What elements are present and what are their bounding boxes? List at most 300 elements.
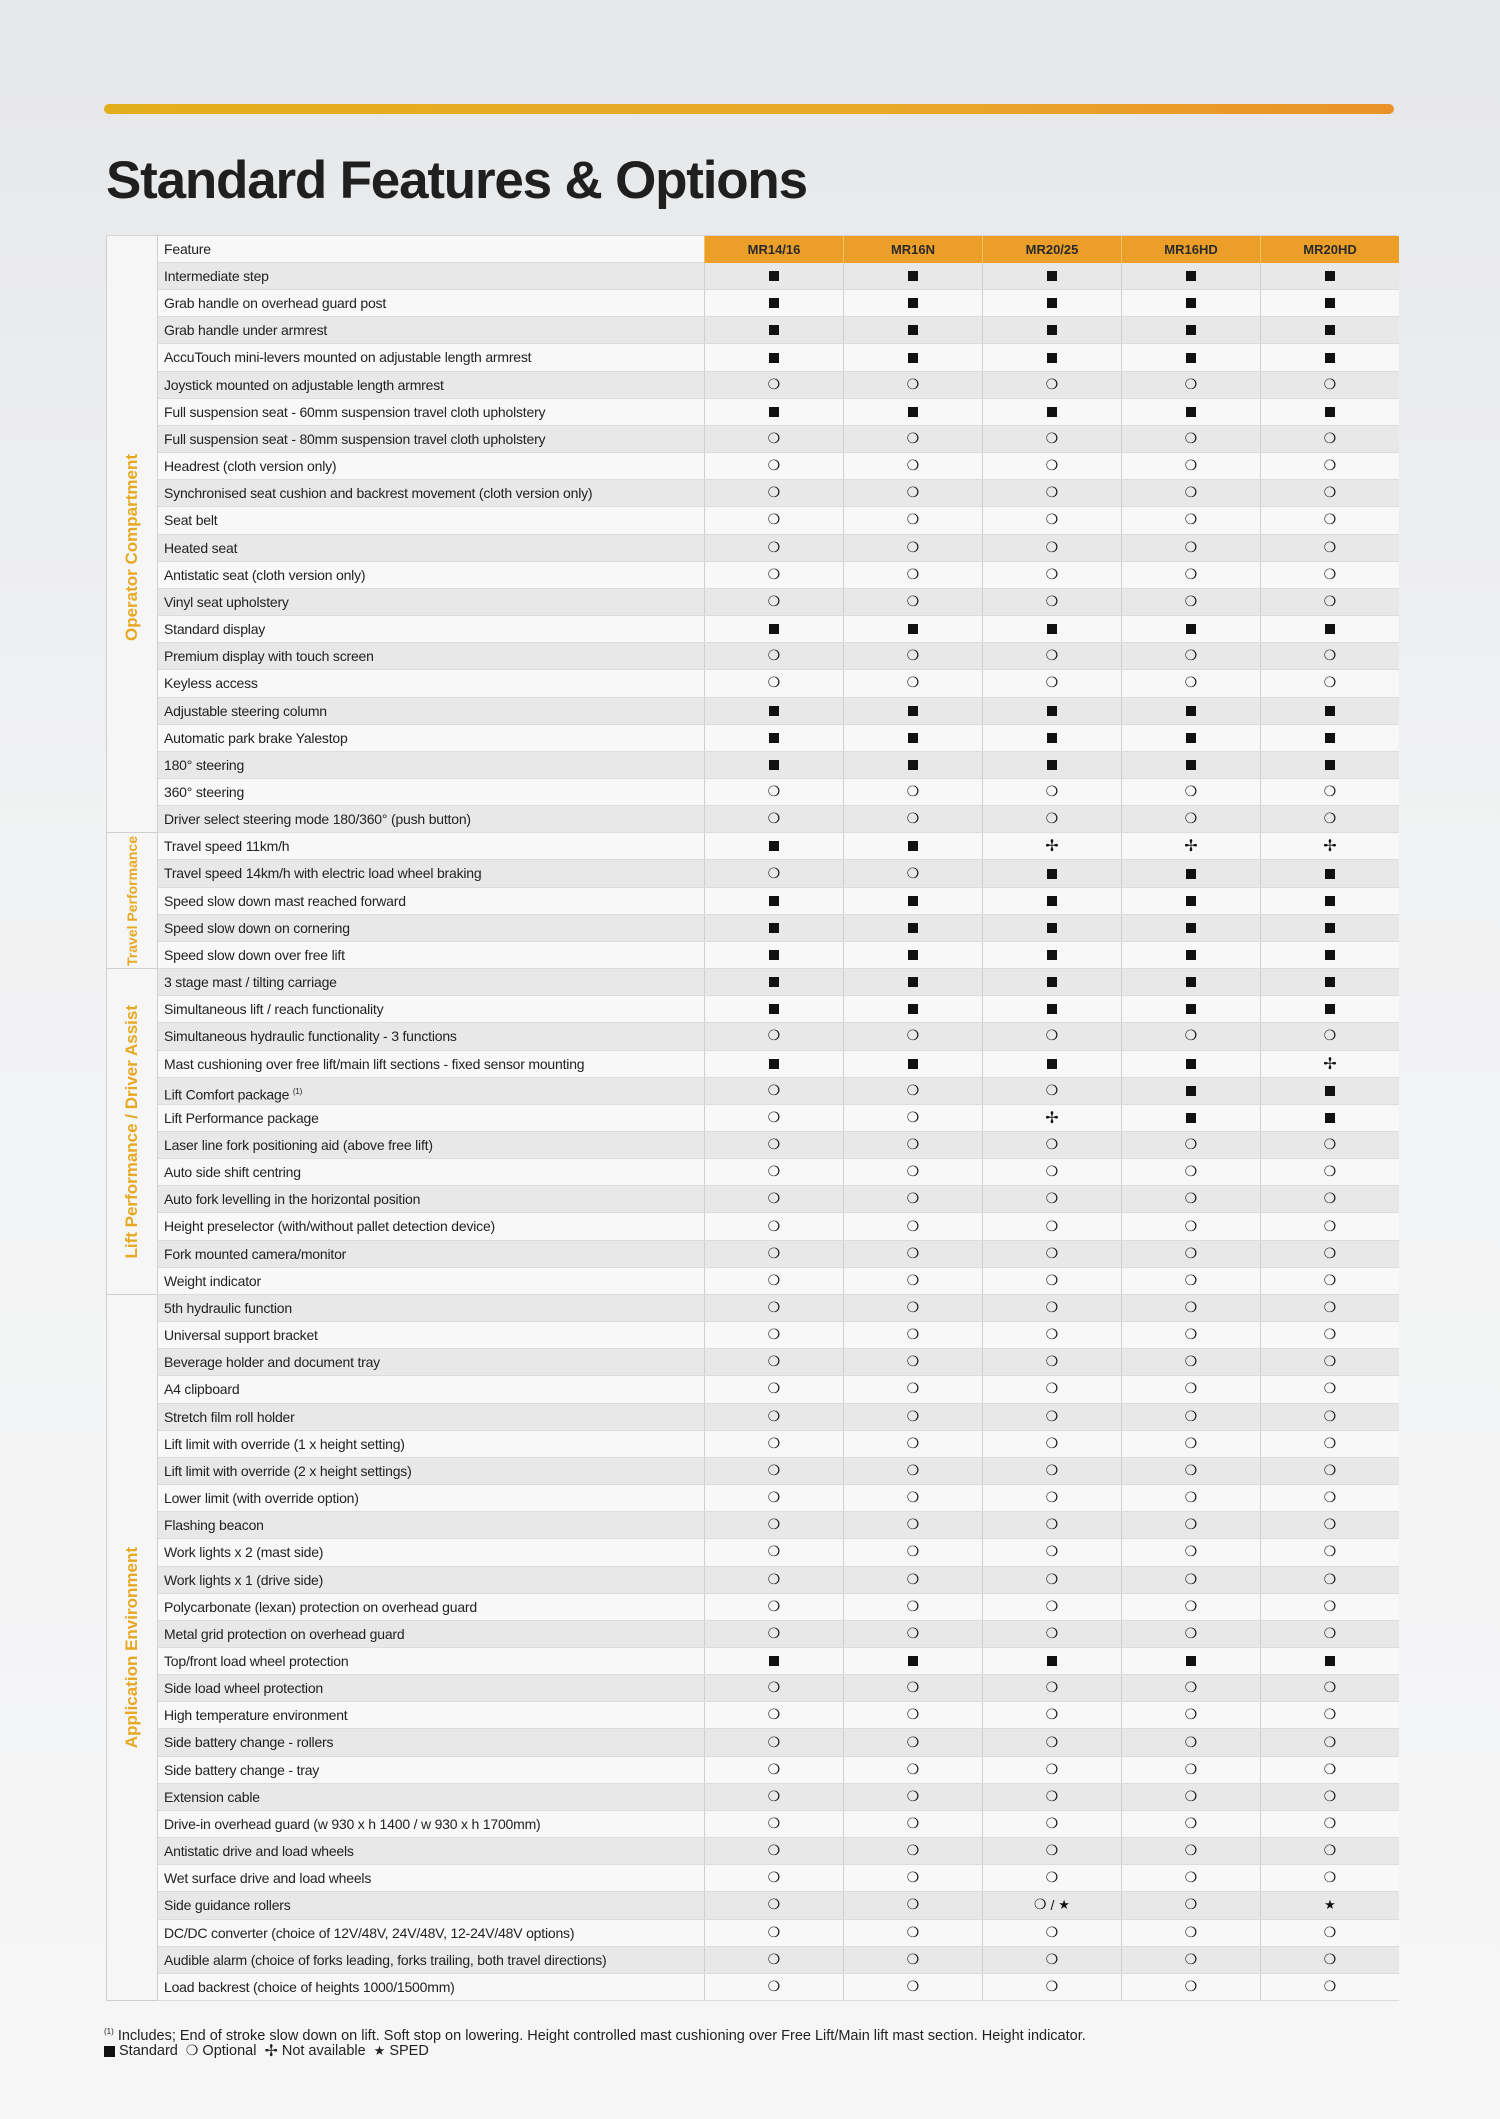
feature-name: Intermediate step (164, 268, 269, 284)
optional-circle-icon: ❍ (906, 1218, 920, 1235)
availability-cell (1260, 1078, 1399, 1104)
availability-cell (1121, 344, 1260, 370)
standard-square-icon (908, 1004, 918, 1014)
availability-cell (843, 1729, 982, 1755)
availability-cell (843, 806, 982, 832)
optional-circle-icon: ❍ (906, 593, 920, 610)
table-row (158, 616, 1399, 643)
standard-square-icon (1186, 1086, 1196, 1096)
optional-circle-icon: ❍ (1323, 784, 1337, 801)
feature-name: Full suspension seat - 80mm suspension travel cloth upholstery (164, 430, 546, 447)
availability-cell (982, 725, 1121, 751)
standard-square-icon (1047, 1004, 1057, 1014)
availability-cell (704, 1105, 843, 1131)
availability-cell (704, 1376, 843, 1402)
standard-square-icon (908, 298, 918, 308)
availability-cell (982, 1811, 1121, 1837)
optional-circle-icon: ❍ (1323, 1978, 1337, 1995)
table-row (158, 1675, 1399, 1702)
standard-square-icon (1325, 896, 1335, 906)
optional-circle-icon: ❍ (1045, 1788, 1059, 1805)
availability-cell (704, 1567, 843, 1593)
optional-circle-icon: ❍ (1184, 1625, 1198, 1642)
availability-cell (843, 1458, 982, 1484)
not-available-cross-icon: ✢ (1045, 1107, 1059, 1127)
availability-cell (982, 1757, 1121, 1783)
standard-square-icon (1186, 325, 1196, 335)
feature-name: Speed slow down over free lift (164, 946, 345, 963)
feature-name: Travel speed 11km/h (164, 838, 290, 855)
availability-cell (1260, 535, 1399, 561)
availability-cell (982, 1431, 1121, 1457)
availability-cell (1260, 1376, 1399, 1402)
availability-cell (1260, 372, 1399, 398)
optional-circle-icon: ❍ (767, 539, 781, 556)
availability-cell (1121, 1431, 1260, 1457)
optional-circle-icon: ❍ (1184, 1191, 1198, 1208)
table-row (158, 1947, 1399, 1974)
standard-square-icon (769, 407, 779, 417)
optional-circle-icon: ❍ (1323, 648, 1337, 665)
optional-circle-icon: ❍ (906, 1164, 920, 1181)
table-row (158, 1322, 1399, 1349)
optional-circle-icon: ❍ (767, 1788, 781, 1805)
optional-circle-icon: ❍ (1184, 1897, 1198, 1914)
availability-cell (704, 1675, 843, 1701)
standard-square-icon (1047, 923, 1057, 933)
availability-cell (982, 1159, 1121, 1185)
optional-circle-icon: ❍ (906, 1354, 920, 1371)
standard-square-icon (1325, 733, 1335, 743)
optional-circle-icon: ❍ (1184, 1680, 1198, 1697)
availability-cell (843, 1702, 982, 1728)
availability-cell (704, 1729, 843, 1755)
optional-circle-icon: ❍ (767, 485, 781, 502)
availability-cell (982, 1458, 1121, 1484)
availability-cell (1260, 643, 1399, 669)
standard-square-icon (1325, 353, 1335, 363)
availability-cell (704, 344, 843, 370)
optional-circle-icon: ❍ (1045, 1490, 1059, 1507)
standard-square-icon (1047, 271, 1057, 281)
optional-circle-icon: ❍ (1323, 593, 1337, 610)
optional-circle-icon: ❍ (1184, 1815, 1198, 1832)
availability-cell (843, 1838, 982, 1864)
standard-square-icon (769, 298, 779, 308)
optional-circle-icon: ❍ (1045, 1978, 1059, 1995)
availability-cell (1260, 833, 1399, 859)
feature-name: Full suspension seat - 60mm suspension travel cloth upholstery (164, 403, 546, 420)
accent-bar (104, 104, 1394, 114)
availability-cell (843, 1539, 982, 1565)
availability-cell (843, 670, 982, 696)
optional-circle-icon: ❍ (767, 593, 781, 610)
availability-cell (843, 915, 982, 941)
optional-circle-icon: ❍ (906, 1517, 920, 1534)
availability-cell (843, 1974, 982, 2000)
standard-square-icon (1325, 325, 1335, 335)
availability-cell (1260, 1757, 1399, 1783)
feature-name: Beverage holder and document tray (164, 1354, 380, 1371)
standard-square-icon (769, 325, 779, 335)
feature-name: Wet surface drive and load wheels (164, 1870, 372, 1887)
availability-cell (1260, 996, 1399, 1022)
availability-cell (704, 535, 843, 561)
optional-circle-icon: ❍ (1184, 1924, 1198, 1941)
standard-square-icon (1325, 869, 1335, 879)
availability-cell (1260, 1186, 1399, 1212)
optional-circle-icon: ❍ (1323, 1571, 1337, 1588)
availability-cell (843, 1811, 982, 1837)
availability-cell (843, 942, 982, 968)
feature-name: Heated seat (164, 539, 238, 556)
optional-circle-icon: ❍ (1323, 675, 1337, 692)
optional-circle-icon: ❍ (767, 1951, 781, 1968)
availability-cell (1121, 1078, 1260, 1104)
optional-circle-icon: ❍ (767, 1381, 781, 1398)
availability-cell (704, 1947, 843, 1973)
availability-cell (704, 426, 843, 452)
optional-circle-icon: ❍ (1323, 1517, 1337, 1534)
standard-square-icon (1186, 760, 1196, 770)
table-row (158, 806, 1399, 833)
availability-cell (704, 833, 843, 859)
table-row (158, 589, 1399, 616)
availability-cell (1121, 942, 1260, 968)
optional-circle-icon: ❍ (1045, 784, 1059, 801)
standard-square-icon (1186, 950, 1196, 960)
group-label: Application Environment (122, 1546, 141, 1749)
feature-name: Polycarbonate (lexan) protection on overhead guard (164, 1598, 477, 1615)
standard-square-icon (1325, 706, 1335, 716)
standard-square-icon (1047, 706, 1057, 716)
availability-cell (704, 1784, 843, 1810)
standard-square-icon (1325, 271, 1335, 281)
table-row (158, 1213, 1399, 1240)
optional-circle-icon: ❍ (1045, 1870, 1059, 1887)
availability-cell (1260, 860, 1399, 886)
optional-circle-icon: ❍ (1034, 1897, 1047, 1914)
availability-cell (1121, 1159, 1260, 1185)
optional-circle-icon: ❍ (1045, 1462, 1059, 1479)
availability-cell (704, 1241, 843, 1267)
optional-circle-icon: ❍ (906, 1897, 920, 1914)
table-row (158, 915, 1399, 942)
model-header-mr16hd: MR16HD (1121, 236, 1260, 263)
optional-circle-icon: ❍ (1184, 1571, 1198, 1588)
availability-cell (843, 1431, 982, 1457)
standard-square-icon (1186, 733, 1196, 743)
optional-circle-icon: ❍ (906, 1924, 920, 1941)
standard-square-icon (1047, 896, 1057, 906)
optional-circle-icon: ❍ (767, 376, 781, 393)
feature-name: 180° steering (164, 756, 245, 773)
standard-square-icon (908, 896, 918, 906)
standard-square-icon (769, 1004, 779, 1014)
optional-circle-icon: ❍ (1184, 1327, 1198, 1344)
feature-name: Auto side shift centring (164, 1164, 301, 1181)
availability-cell (1121, 263, 1260, 289)
availability-cell (843, 1132, 982, 1158)
optional-circle-icon: ❍ (767, 1245, 781, 1262)
table-row (158, 1458, 1399, 1485)
availability-cell (982, 1920, 1121, 1946)
feature-name: Mast cushioning over free lift/main lift sections - fixed sensor mounting (164, 1055, 585, 1072)
table-row (158, 725, 1399, 752)
optional-circle-icon: ❍ (1184, 1788, 1198, 1805)
availability-cell (1121, 725, 1260, 751)
availability-cell (1260, 1295, 1399, 1321)
availability-cell (843, 453, 982, 479)
standard-square-icon (908, 407, 918, 417)
availability-cell (1121, 1376, 1260, 1402)
table-row (158, 1621, 1399, 1648)
optional-circle-icon: ❍ (1323, 1218, 1337, 1235)
availability-cell (843, 1594, 982, 1620)
optional-circle-icon: ❍ (767, 1218, 781, 1235)
availability-cell (1121, 1567, 1260, 1593)
availability-cell (982, 1702, 1121, 1728)
optional-circle-icon: ❍ (1045, 458, 1059, 475)
availability-cell (1260, 1811, 1399, 1837)
availability-cell (982, 1132, 1121, 1158)
standard-square-icon (1186, 896, 1196, 906)
standard-square-icon (1047, 869, 1057, 879)
availability-cell (1121, 1051, 1260, 1077)
table-row (158, 1023, 1399, 1050)
feature-name: Drive-in overhead guard (w 930 x h 1400 / w 930 x h 1700mm) (164, 1815, 541, 1832)
optional-circle-icon: ❍ (1323, 1544, 1337, 1561)
availability-cell (704, 290, 843, 316)
table-row (158, 860, 1399, 887)
optional-circle-icon: ❍ (767, 1462, 781, 1479)
optional-circle-icon: ❍ (1045, 1354, 1059, 1371)
availability-cell (704, 1865, 843, 1891)
availability-cell (1260, 1322, 1399, 1348)
optional-circle-icon: ❍ (1045, 811, 1059, 828)
optional-circle-icon: ❍ (1323, 811, 1337, 828)
optional-circle-icon: ❍ (767, 811, 781, 828)
feature-name: High temperature environment (164, 1707, 348, 1724)
optional-circle-icon: ❍ (1323, 539, 1337, 556)
optional-circle-icon: ❍ (767, 512, 781, 529)
availability-cell (843, 1404, 982, 1430)
optional-circle-icon: ❍ (767, 1490, 781, 1507)
standard-square-icon (104, 2046, 115, 2057)
group-label: Operator Compartment (122, 454, 141, 642)
availability-cell (982, 779, 1121, 805)
availability-cell (704, 1512, 843, 1538)
availability-cell (704, 1621, 843, 1647)
optional-circle-icon: ❍ (1323, 1272, 1337, 1289)
optional-circle-icon: ❍ (1323, 485, 1337, 502)
availability-cell (982, 535, 1121, 561)
feature-name: Lift Performance package (164, 1109, 319, 1126)
table-row (158, 372, 1399, 399)
availability-cell (1121, 969, 1260, 995)
availability-cell (1260, 290, 1399, 316)
sped-star-icon: ★ (373, 2043, 386, 2059)
optional-circle-icon: ❍ (1045, 1815, 1059, 1832)
availability-cell (843, 1784, 982, 1810)
availability-cell (982, 1947, 1121, 1973)
availability-cell (1121, 860, 1260, 886)
availability-cell (1260, 344, 1399, 370)
optional-circle-icon: ❍ (1323, 1381, 1337, 1398)
availability-cell (982, 860, 1121, 886)
availability-cell (704, 996, 843, 1022)
optional-circle-icon: ❍ (1184, 512, 1198, 529)
availability-cell (1121, 1838, 1260, 1864)
availability-cell (843, 725, 982, 751)
availability-cell (1121, 1621, 1260, 1647)
availability-cell (704, 806, 843, 832)
feature-name: Top/front load wheel protection (164, 1652, 349, 1669)
availability-cell (1260, 1213, 1399, 1239)
table-row (158, 888, 1399, 915)
optional-circle-icon: ❍ (1045, 1517, 1059, 1534)
availability-cell (1121, 1349, 1260, 1375)
footnote-marker: (1) (104, 2027, 114, 2036)
availability-cell (1260, 399, 1399, 425)
optional-circle-icon: ❍ (906, 1272, 920, 1289)
standard-square-icon (769, 950, 779, 960)
table-row (158, 752, 1399, 779)
table-row (158, 1757, 1399, 1784)
availability-cell (843, 1186, 982, 1212)
optional-circle-icon: ❍ (1184, 1164, 1198, 1181)
availability-cell (1121, 1241, 1260, 1267)
availability-cell (982, 589, 1121, 615)
availability-cell (704, 1648, 843, 1674)
standard-square-icon (1047, 624, 1057, 634)
availability-cell (843, 1621, 982, 1647)
standard-square-icon (908, 325, 918, 335)
optional-circle-icon: ❍ (1045, 1707, 1059, 1724)
availability-cell (704, 779, 843, 805)
feature-name: Grab handle on overhead guard post (164, 295, 387, 312)
optional-circle-icon: ❍ (1184, 566, 1198, 583)
standard-square-icon (1325, 923, 1335, 933)
optional-circle-icon: ❍ (1323, 1408, 1337, 1425)
table-row (158, 1051, 1399, 1078)
availability-cell (843, 1920, 982, 1946)
table-row (158, 1974, 1399, 2001)
table-row (158, 1186, 1399, 1213)
availability-cell (704, 1702, 843, 1728)
sped-star-icon: ★ (1324, 1897, 1336, 1913)
optional-circle-icon: ❍ (767, 1544, 781, 1561)
availability-cell (1260, 1784, 1399, 1810)
table-row (158, 1485, 1399, 1512)
availability-cell (1121, 670, 1260, 696)
optional-circle-icon: ❍ (1323, 458, 1337, 475)
standard-square-icon (769, 1059, 779, 1069)
optional-circle-icon: ❍ (1184, 1408, 1198, 1425)
standard-square-icon (1047, 1059, 1057, 1069)
availability-cell (1121, 616, 1260, 642)
optional-circle-icon: ❍ (1184, 1381, 1198, 1398)
optional-circle-icon: ❍ (1045, 512, 1059, 529)
availability-cell (1121, 1295, 1260, 1321)
optional-circle-icon: ❍ (767, 1924, 781, 1941)
standard-square-icon (908, 706, 918, 716)
optional-circle-icon: ❍ (1184, 376, 1198, 393)
availability-cell (704, 915, 843, 941)
availability-cell (843, 752, 982, 778)
feature-name: Auto fork levelling in the horizontal position (164, 1191, 421, 1208)
optional-circle-icon: ❍ (1323, 1761, 1337, 1778)
availability-cell (1121, 1186, 1260, 1212)
availability-cell (982, 344, 1121, 370)
table-row (158, 1729, 1399, 1756)
optional-circle-icon: ❍ (906, 1082, 920, 1099)
optional-circle-icon: ❍ (767, 1815, 781, 1832)
optional-circle-icon: ❍ (906, 458, 920, 475)
availability-cell (1121, 1920, 1260, 1946)
feature-name: Antistatic seat (cloth version only) (164, 566, 366, 583)
availability-cell (843, 344, 982, 370)
availability-cell (982, 1512, 1121, 1538)
availability-cell (704, 1186, 843, 1212)
optional-circle-icon: ❍ (1323, 1707, 1337, 1724)
optional-circle-icon: ❍ (1045, 1435, 1059, 1452)
availability-cell (1121, 372, 1260, 398)
availability-cell (982, 453, 1121, 479)
standard-square-icon (908, 271, 918, 281)
availability-cell (1260, 1539, 1399, 1565)
standard-square-icon (1047, 950, 1057, 960)
standard-square-icon (1325, 1113, 1335, 1123)
feature-group (107, 833, 1397, 969)
availability-cell (982, 1023, 1121, 1049)
optional-circle-icon: ❍ (906, 1761, 920, 1778)
availability-cell (704, 1838, 843, 1864)
availability-cell (982, 1485, 1121, 1511)
optional-circle-icon: ❍ (906, 1490, 920, 1507)
optional-circle-icon: ❍ (767, 1354, 781, 1371)
table-row (158, 1241, 1399, 1268)
availability-cell (1121, 480, 1260, 506)
standard-square-icon (769, 624, 779, 634)
optional-circle-icon: ❍ (906, 1191, 920, 1208)
availability-cell (843, 1512, 982, 1538)
standard-square-icon (1186, 407, 1196, 417)
feature-group (107, 263, 1397, 833)
availability-cell (704, 670, 843, 696)
optional-circle-icon: ❍ (1045, 675, 1059, 692)
optional-circle-icon: ❍ (1323, 512, 1337, 529)
standard-square-icon (908, 950, 918, 960)
standard-square-icon (1047, 977, 1057, 987)
optional-circle-icon: ❍ (767, 784, 781, 801)
availability-cell (982, 969, 1121, 995)
legend-not-available: ✢ Not available (264, 2041, 366, 2060)
optional-circle-icon: ❍ (1184, 1354, 1198, 1371)
table-row (158, 670, 1399, 697)
optional-circle-icon: ❍ (1045, 1191, 1059, 1208)
availability-cell (843, 535, 982, 561)
standard-square-icon (1047, 353, 1057, 363)
availability-cell (843, 698, 982, 724)
feature-name: Antistatic drive and load wheels (164, 1843, 354, 1860)
optional-circle-icon: ❍ (906, 648, 920, 665)
availability-cell (1121, 643, 1260, 669)
availability-cell (843, 399, 982, 425)
availability-cell (1121, 426, 1260, 452)
availability-cell (843, 480, 982, 506)
optional-circle-icon: ❍ (1323, 1788, 1337, 1805)
